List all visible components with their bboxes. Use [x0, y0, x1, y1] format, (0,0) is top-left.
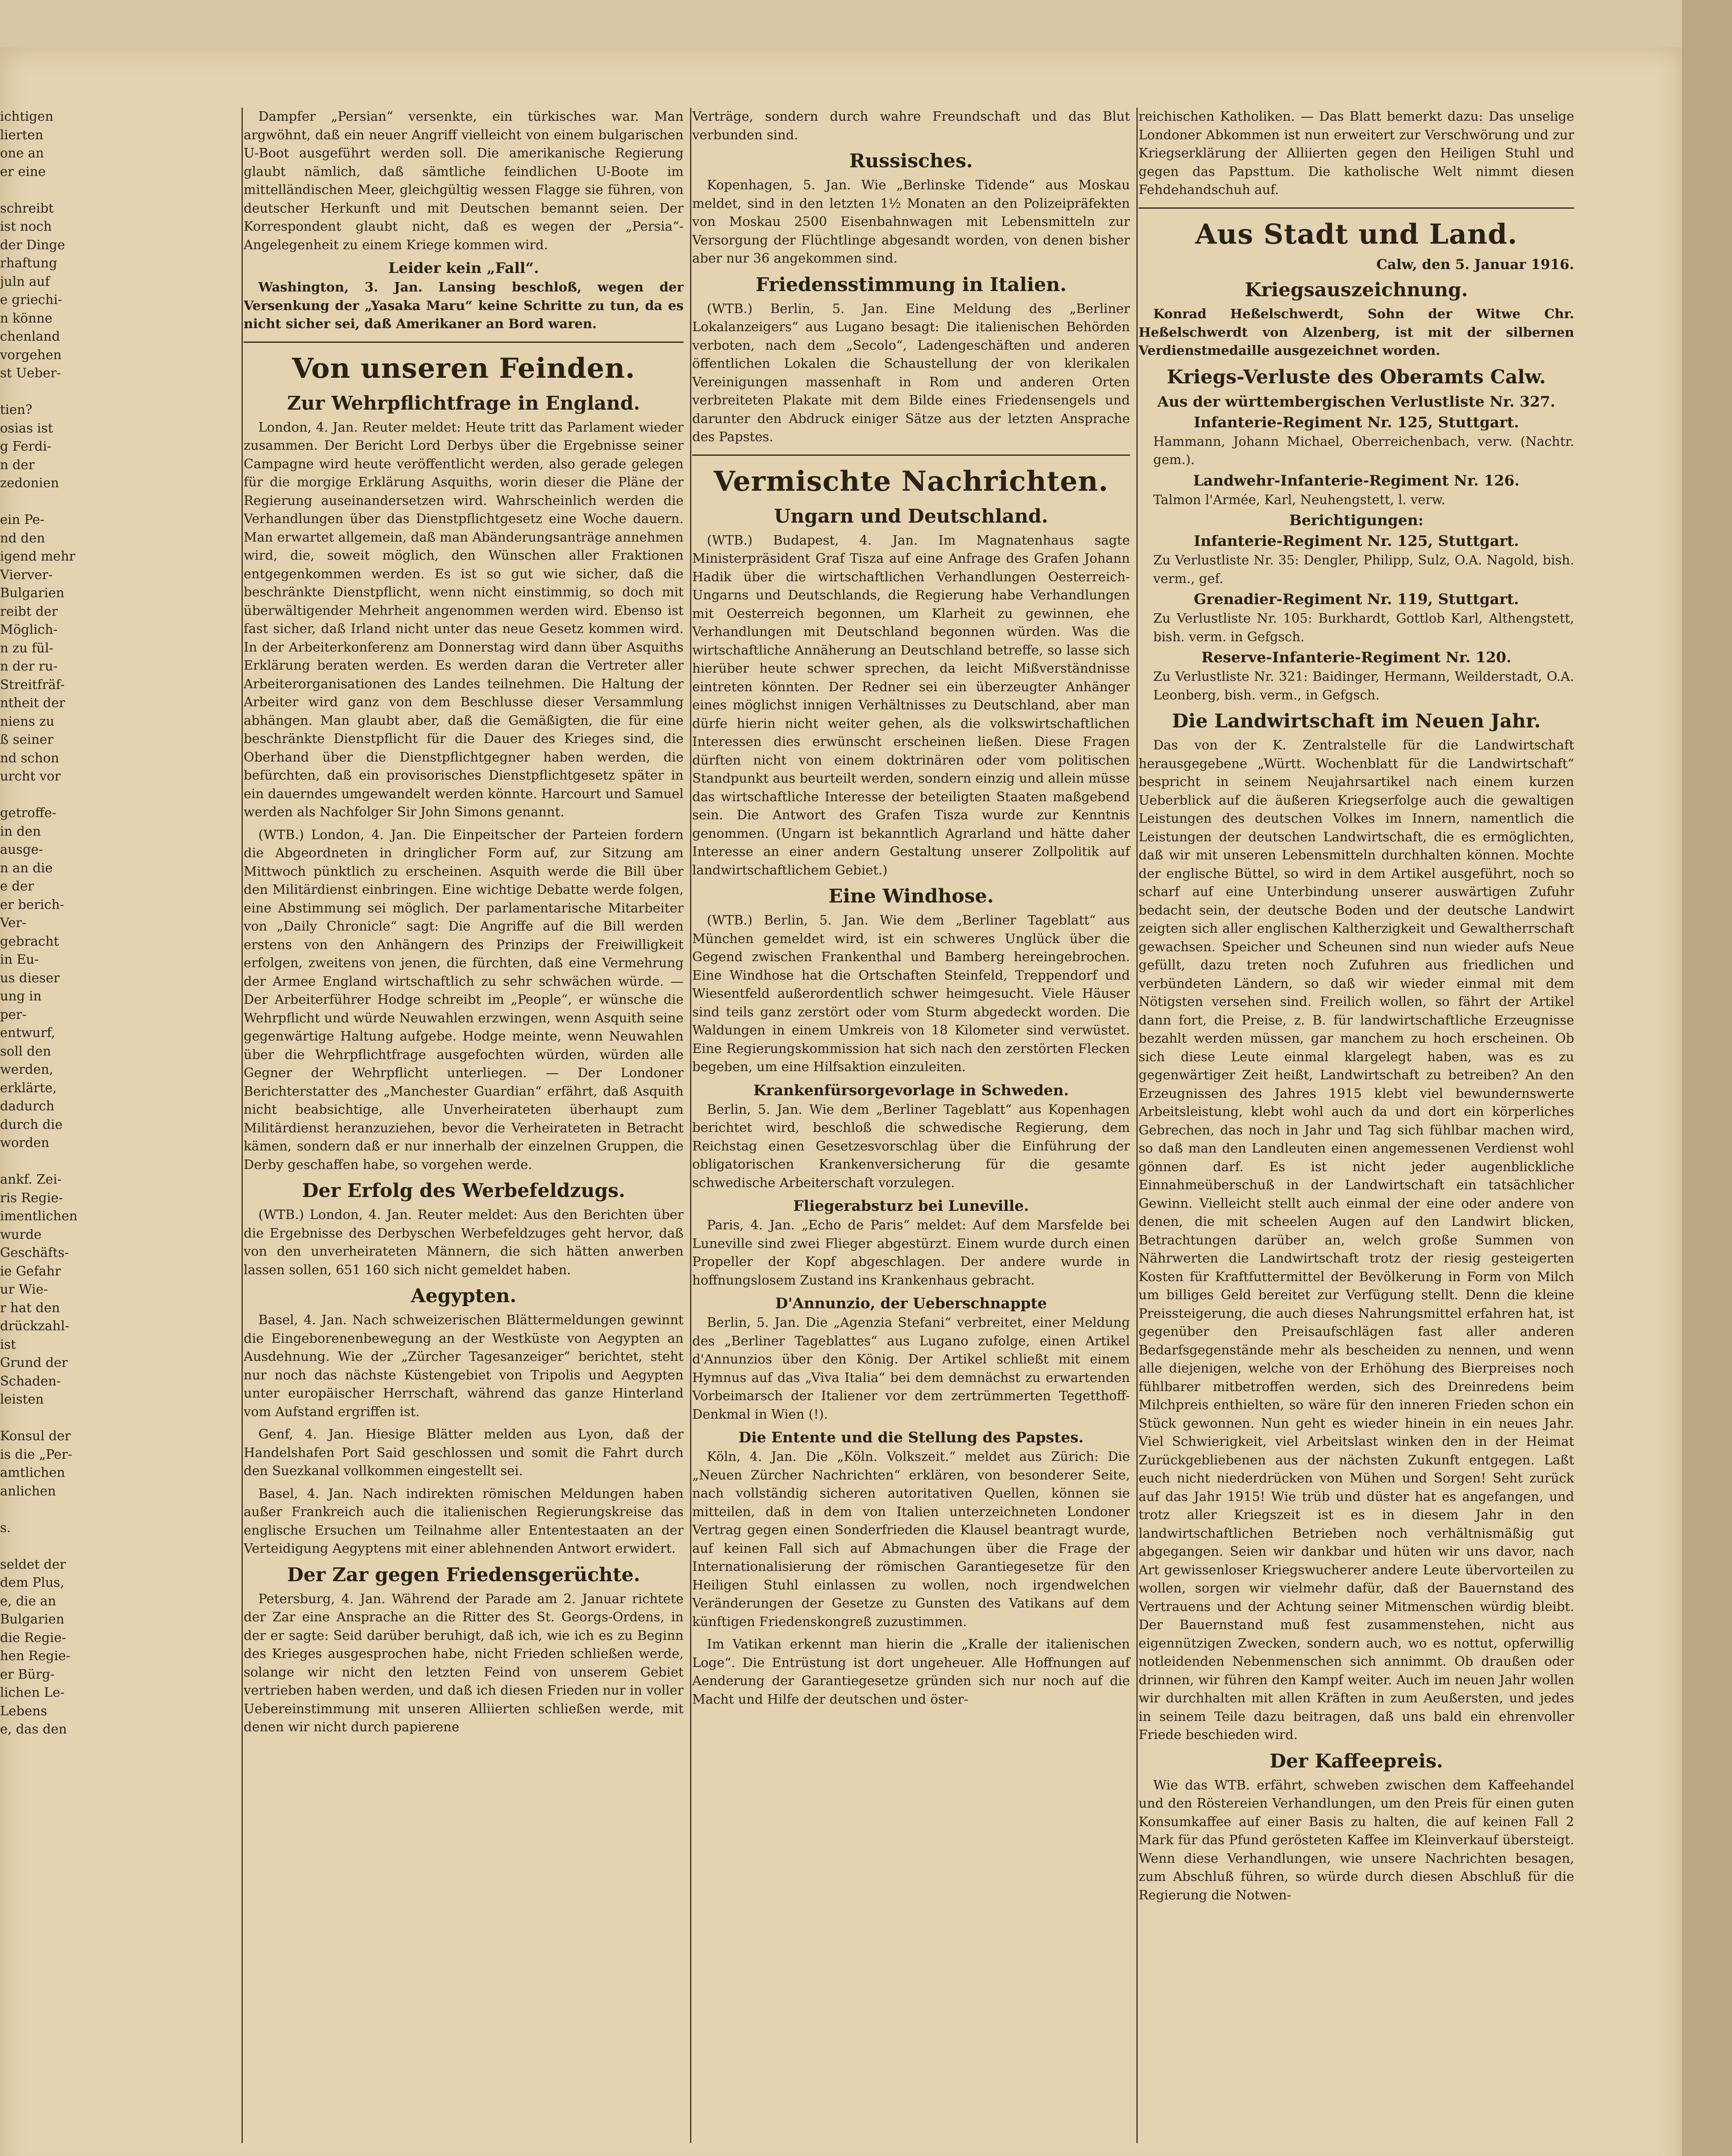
- article-text: Wie das WTB. erfährt, schweben zwischen dem Kaffeehandel und den Röstereien Verhandlungen, um den Preis für einen guten Konsumkaffee auf einer Basis zu halten, die auf keinen Fall 2 Mark für das Pfund gerösteten Kaffee im Kleinverkauf übersteigt. Wenn diese Verhandlungen, wie unsere Nachrichten besagen, zum Abschluß führen, so würde durch diesen Abschluß für die Regierung die Notwen-: [1139, 1777, 1574, 1903]
- fragment-line: durch die: [0, 1117, 63, 1132]
- fragment-line: zedonien: [0, 476, 59, 491]
- fragment-line: per-: [0, 1007, 27, 1022]
- fragment-line: die Regie-: [0, 1630, 66, 1645]
- casualty-entry: Hammann, Johann Michael, Oberreichenbach, verw. (Nachtr. gem.).: [1153, 434, 1574, 467]
- fragment-line: Lebens: [0, 1703, 47, 1719]
- fragment-line: ie Gefahr: [0, 1263, 61, 1279]
- article-heading: Die Entente und die Stellung des Papstes.: [738, 1429, 1084, 1446]
- fragment-line: drückzahl-: [0, 1319, 69, 1334]
- section-divider: [1139, 207, 1574, 209]
- regiment-title: Reserve-Infanterie-Regiment Nr. 120.: [1201, 649, 1512, 666]
- fragment-line: [0, 1153, 65, 1171]
- fragment-line: e, die an: [0, 1593, 56, 1609]
- article-text: (WTB.) Berlin, 5. Jan. Eine Meldung des „Berliner Lokalanzeigers“ aus Lugano besagt: Die italienischen Behörden verboten, nach dem „Secolo“, Ladengeschäften und anderen öffentlichen Lokalen die Schaustellung der von klerikalen Vereinigungen massenhaft in Rom und anderen Orten verbreiteten Plakate mit dem Bilde eines Friedensengels und darunter den Abdruck einiger Sätze aus der letzten Ansprache des Papstes.: [692, 301, 1130, 445]
- fragment-line: [0, 181, 65, 200]
- article-text: Berlin, 5. Jan. Die „Agenzia Stefani“ verbreitet, einer Meldung des „Berliner Tageblattes“ aus Lugano zufolge, einen Artikel d'Annunzios über den König. Der Artikel schließt mit einem Hymnus auf das „Viva Italia“ bei dem demnächst zu erwartenden Vorbeimarsch der Italiener vor dem zertrümmerten Tegetthoff-Denkmal in Wien (!).: [692, 1315, 1130, 1422]
- fragment-line: g Ferdi-: [0, 439, 51, 454]
- fragment-line: lichen Le-: [0, 1685, 65, 1700]
- fragment-line: st Ueber-: [0, 366, 61, 381]
- fragment-line: r hat den: [0, 1300, 60, 1316]
- article-continuation: reichischen Katholiken. — Das Blatt bemerkt dazu: Das unselige Londoner Abkommen ist nun erweitert zur Verschwörung und zur Kriegserklärung der Alliierten gegen den Heiligen Stuhl und gegen das Papsttum. Die katholische Welt nimmt diesen Fehdehandschuh auf.: [1139, 109, 1574, 197]
- fragment-line: chenland: [0, 329, 60, 344]
- article-text: Kopenhagen, 5. Jan. Wie „Berlinske Tidende“ aus Moskau meldet, sind in den letzten 1½ Monaten an den Polizeipräfekten von Moskau 2500 Eisenbahnwagen mit Lebensmitteln zur Versorgung der Flüchtlinge abgesandt worden, von denen bisher aber nur 36 angekommen sind.: [692, 178, 1130, 266]
- fragment-line: ntheit der: [0, 696, 65, 711]
- article-heading: Russisches.: [849, 150, 973, 172]
- fragment-line: soll den: [0, 1044, 51, 1059]
- fragment-line: [0, 1501, 65, 1519]
- fragment-line: tien?: [0, 402, 32, 417]
- column-rule: [690, 108, 691, 2143]
- column-rule: [1136, 108, 1138, 2143]
- fragment-line: Geschäfts-: [0, 1245, 69, 1260]
- fragment-line: [0, 1409, 65, 1428]
- fragment-line: getroffe-: [0, 805, 56, 821]
- article-heading: Der Kaffeepreis.: [1269, 1750, 1443, 1772]
- fragment-line: ß seiner: [0, 732, 53, 747]
- column-3: [1139, 108, 1574, 1909]
- article-heading: Friedensstimmung in Italien.: [755, 273, 1067, 296]
- fragment-line: gebracht: [0, 934, 59, 949]
- fragment-line: [0, 383, 65, 401]
- fragment-line: der Dinge: [0, 237, 65, 253]
- fragment-line: amtlichen: [0, 1465, 65, 1480]
- fragment-line: Vierver-: [0, 567, 53, 583]
- fragment-line: worden: [0, 1135, 50, 1150]
- fragment-line: Streitfräf-: [0, 677, 65, 693]
- fragment-line: one an: [0, 146, 44, 161]
- article-heading: Die Landwirtschaft im Neuen Jahr.: [1172, 710, 1541, 732]
- fragment-line: schreibt: [0, 201, 54, 216]
- fragment-line: [0, 1537, 65, 1556]
- fragment-line: juln auf: [0, 274, 50, 289]
- casualty-entry: Talmon l'Armée, Karl, Neuhengstett, l. verw.: [1153, 492, 1446, 508]
- article-text: Genf, 4. Jan. Hiesige Blätter melden aus Lyon, daß der Handelshafen Port Said geschlossen und somit die Fahrt durch den Suezkanal vollkommen eingestellt sei.: [244, 1427, 684, 1479]
- regiment-title: Grenadier-Regiment Nr. 119, Stuttgart.: [1194, 591, 1519, 608]
- article-text: Washington, 3. Jan. Lansing beschloß, wegen der Versenkung der „Yasaka Maru“ keine Schritte zu tun, da es nicht sicher sei, daß Amerikaner an Bord waren.: [244, 280, 684, 332]
- fragment-line: Schaden-: [0, 1373, 61, 1389]
- article-text: Das von der K. Zentralstelle für die Landwirtschaft herausgegebene „Württ. Wochenblatt für die Landwirtschaft“ bespricht in seinem Neujahrsartikel nach einem kurzen Ueberblick auf die äußeren Kriegserfolge auch die gewaltigen Leistungen des deutschen Volkes im Innern, namentlich die Leistungen der deutschen Landwirtschaft, die es ermöglichten, daß wir mit unseren Lebensmitteln durchhalten können. Mochte der englische Büttel, so wird in dem Artikel ausgeführt, noch so scharf auf eine Unterbindung unserer auswärtigen Zufuhr bedacht sein, der deutsche Boden und der deutsche Landwirt zeigten sich aller englischen Kaltherzigkeit und Gewaltherrschaft gewachsen. Speicher und Scheunen sind nun wieder aufs Neue gefüllt, dazu treten noch Zufuhren aus friedlichen und verbündeten Ländern, so daß wir wieder einmal mit dem Nötigsten versehen sind. Freilich wollen, so fährt der Artikel dann fort, die Preise, z. B. für landwirtschaftliche Erzeugnisse bezahlt werden müssen, gar manchem zu hoch erscheinen. Ob sich diese Leute einmal klargelegt haben, was es zu gegenwärtiger Zeit heißt, Landwirtschaft zu betreiben? An den Erzeugnissen des Jahres 1915 klebt viel bewundernswerte Arbeitsleistung, klebt wohl auch da und dort ein körperliches Gebrechen, das noch in Jahr und Tag sich fühlbar machen wird, so daß man den Landleuten einen angemessenen Verdienst wohl gönnen darf. Es ist nicht jeder augenblickliche Einnahmeüberschuß in der Landwirtschaft ein tatsächlicher Gewinn. Vielleicht stellt auch einmal der eine oder andere von denen, die mit scheelen Augen auf den Landwirt blicken, Betrachtungen darüber an, welch große Summen von Nährwerten die Landwirtschaft trotz der riesig gesteigerten Kosten für Kraftfuttermittel der Bevölkerung in Form von Milch um billiges Geld bereitet zur Verfügung stellt. Denn die kleine Preissteigerung, die auch dieses Nahrungsmittel erfahren hat, ist gegenüber den Preisaufschlägen fast aller anderen Bedarfsgegenstände mehr als bescheiden zu nennen, und wenn alle diejenigen, welche von der Erhöhung des Bierpreises noch fühlbarer mitbetroffen werden, sich des Dreinredens beim Milchpreis enthielten, so wäre für den inneren Frieden schon ein Stück gewonnen. Nun geht es wieder hinein in ein neues Jahr. Viel Schwierigkeit, viel Arbeitslast winken den in der Heimat Zurückgebliebenen aus der nächsten Zukunft entgegen. Laßt euch nicht niederdrücken von Mühen und Sorgen! Seht zurück auf das Jahr 1915! Wie trüb und düster hat es angefangen, und trotz aller Kriegszeit ist es in diesem Jahr in den landwirtschaftlichen Betrieben noch verhältnismäßig gut abgegangen. Seien wir dankbar und hüten wir uns davor, nach Art gewissenloser Kriegswucherer andere Leute übervorteilen zu wollen, sorgen wir vielmehr dafür, daß der Bauernstand des Vertrauens und der Achtung seiner Mitmenschen würdig bleibt. Der Bauernstand muß fest zusammenstehen, nicht aus eigennützigen Zwecken, sondern auch, wo es nottut, opferwillig notleidenden Nebenmenschen sich annimmt. Ob draußen oder drinnen, wir führen den Kampf weiter. Auch im neuen Jahr wollen wir durchhalten mit allen Kräften in zum Aeußersten, und jedes in seinem Teile dazu beitragen, daß uns bald ein ehrenvoller Friede beschieden wird.: [1139, 738, 1574, 1742]
- fragment-line: Möglich-: [0, 622, 58, 637]
- fragment-line: [0, 493, 65, 511]
- fragment-line: niens zu: [0, 714, 55, 729]
- fragment-line: er berich-: [0, 897, 64, 912]
- fragment-line: ichtigen: [0, 109, 53, 124]
- fragment-line: wurde: [0, 1227, 42, 1242]
- column-2: [692, 108, 1130, 1713]
- fragment-line: n könne: [0, 310, 53, 326]
- fragment-line: ist noch: [0, 219, 52, 234]
- article-text: Konrad Heßelschwerdt, Sohn der Witwe Chr. Heßelschwerdt von Alzenberg, ist mit der silbernen Verdienstmedaille ausgezeichnet worden.: [1139, 307, 1574, 358]
- fragment-line: er eine: [0, 164, 46, 179]
- fragment-line: ist: [0, 1337, 16, 1352]
- section-heading: Von unseren Feinden.: [292, 352, 636, 385]
- fragment-line: ris Regie-: [0, 1190, 63, 1206]
- article-text: (WTB.) London, 4. Jan. Die Einpeitscher der Parteien fordern die Abgeordneten in dringlicher Form auf, zur Sitzung am Mittwoch pünktlich zu erscheinen. Asquith werde die Bill über den Militärdienst einbringen. Eine wichtige Debatte werde folgen, eine Abstimmung sei möglich. Der parlamentarische Mitarbeiter von „Daily Chronicle“ sagt: Die Angriffe auf die Bill werden erstens von den Anhängern des Prinzips der Freiwilligkeit erfolgen, zweitens von jenen, die fürchten, daß eine Vermehrung der Armee England wirtschaftlich zu sehr schwächen würde. — Der Arbeiterführer Hodge schreibt im „People“, er wünsche die Wehrpflicht und würde Neuwahlen erzwingen, wenn Asquith seine gegenwärtige Haltung aufgebe. Hodge meinte, wenn Neuwahlen über die Wehrpflichtfrage ausgefochten würden, würden alle Gegner der Wehrpflicht unterliegen. — Der Londoner Berichterstatter des „Manchester Guardian“ erfährt, daß Asquith nicht beabsichtige, alle Unverheirateten überhaupt zum Militärdienst heranzuziehen, bevor die Verheirateten in Betracht kämen, sondern daß er nur innerhalb der einzelnen Gruppen, die Derby geschaffen habe, so vorgehen werde.: [244, 827, 684, 1172]
- article-heading: Zur Wehrpflichtfrage in England.: [287, 392, 640, 414]
- fragment-line: in den: [0, 824, 41, 839]
- fragment-line: imentlichen: [0, 1209, 78, 1224]
- article-heading: Kriegs-Verluste des Oberamts Calw.: [1167, 366, 1546, 388]
- fragment-line: werden,: [0, 1062, 53, 1077]
- section-divider: [244, 342, 684, 343]
- casualty-entry: Zu Verlustliste Nr. 105: Burkhardt, Gottlob Karl, Althengstett, bish. verm. in Gefgsch.: [1153, 611, 1574, 645]
- regiment-title: Infanterie-Regiment Nr. 125, Stuttgart.: [1193, 414, 1519, 431]
- corrections-title: Berichtigungen:: [1289, 512, 1424, 529]
- article-text: (WTB.) Budapest, 4. Jan. Im Magnatenhaus sagte Ministerpräsident Graf Tisza auf eine Anfrage des Grafen Johann Hadik über die wirtschaftlichen Verhandlungen Oesterreich-Ungarns und Deutschlands, die Regierung habe Verhandlungen mit Oesterreich begonnen, um Klarheit zu gewinnen, ehe Verhandlungen mit Deutschland begonnen würden. Was die wirtschaftliche Annäherung an Deutschland betreffe, so lasse sich hierüber heute schwer sprechen, da leicht Mißverständnisse eintreten könnten. Der Redner sei ein überzeugter Anhänger eines möglichst innigen Verhältnisses zu Deutschland, aber man dürfe hierin nicht weiter gehen, als die volkswirtschaftlichen Interessen dies erwünscht erscheinen ließen. Diese Fragen dürften nicht von einem doktrinären oder vom politischen Standpunkt aus beurteilt werden, sondern einzig und allein müsse das wirtschaftliche Interesse der beteiligten Staaten maßgebend sein. Die Antwort des Grafen Tisza wurde zur Kenntnis genommen. (Ungarn ist bekanntlich Agrarland und hätte daher Interesse an einer andern Gestaltung unserer Zollpolitik auf landwirtschaftlichem Gebiet.): [692, 533, 1130, 878]
- fragment-line: leisten: [0, 1392, 44, 1407]
- fragment-line: urcht vor: [0, 769, 61, 784]
- fragment-line: Grund der: [0, 1355, 68, 1370]
- fragment-line: er Bürg-: [0, 1667, 55, 1682]
- fragment-line: n an die: [0, 860, 53, 876]
- article-subheading: Aus der württembergischen Verlustliste Nr. 327.: [1157, 393, 1556, 411]
- article-heading: Der Zar gegen Friedensgerüchte.: [287, 1564, 640, 1586]
- section-divider: [692, 454, 1130, 456]
- article-heading: Kriegsauszeichnung.: [1245, 279, 1468, 301]
- fragment-line: igend mehr: [0, 549, 75, 564]
- article-text: (WTB.) Berlin, 5. Jan. Wie dem „Berliner Tageblatt“ aus München gemeldet wird, ist ein schweres Unglück über die Gegend zwischen Frankenthal und Bamberg hereingebrochen. Eine Windhose hat die Ortschaften Steinfeld, Treppendorf und Wiesentfeld außerordentlich schwer heimgesucht. Viele Häuser sind teils ganz zerstört oder vom Sturm abgedeckt worden. Die Waldungen in einem Umkreis von 18 Kilometer sind verwüstet. Eine Regierungskommission hat sich nach den zerstörten Flecken begeben, um eine Hilfsaktion einzuleiten.: [692, 913, 1130, 1075]
- fragment-line: ausge-: [0, 842, 43, 857]
- fragment-line: Bulgarien: [0, 1612, 65, 1627]
- article-heading: Eine Windhose.: [828, 885, 994, 907]
- page-edge: [1682, 0, 1732, 2156]
- fragment-line: Konsul der: [0, 1429, 71, 1444]
- fragment-line: lierten: [0, 127, 44, 143]
- fragment-line: dadurch: [0, 1099, 55, 1114]
- regiment-title: Infanterie-Regiment Nr. 125, Stuttgart.: [1193, 533, 1519, 550]
- section-heading: Vermischte Nachrichten.: [713, 465, 1109, 498]
- fragment-line: nd schon: [0, 750, 59, 766]
- article-heading: Krankenfürsorgevorlage in Schweden.: [753, 1081, 1069, 1099]
- fragment-line: ein Pe-: [0, 512, 44, 527]
- fragment-line: hen Regie-: [0, 1648, 70, 1664]
- article-text: Berlin, 5. Jan. Wie dem „Berliner Tageblatt“ aus Kopenhagen berichtet wird, beschloß die schwedische Regierung, dem Reichstag einen Gesetzesvorschlag über die Einführung der obligatorischen Krankenversicherung für die gesamte schwedische Arbeiterschaft vorzulegen.: [692, 1102, 1130, 1191]
- article-heading: Ungarn und Deutschland.: [774, 505, 1048, 527]
- cut-off-left-column: [0, 108, 78, 1739]
- fragment-line: anlichen: [0, 1483, 56, 1499]
- article-text: Basel, 4. Jan. Nach schweizerischen Blättermeldungen gewinnt die Eingeborenenbewegung an der Westküste von Aegypten an Ausdehnung. Wie der „Zürcher Tagesanzeiger“ berichtet, steht nur noch das nächste Küstengebiet von Tripolis und Aegypten unter europäischer Herrschaft, während das ganze Hinterland vom Aufstand ergriffen ist.: [244, 1313, 684, 1420]
- fragment-line: us dieser: [0, 970, 60, 986]
- article-heading: Fliegerabsturz bei Luneville.: [793, 1197, 1029, 1215]
- dateline: Calw, den 5. Januar 1916.: [1376, 256, 1574, 273]
- fragment-line: Ver-: [0, 915, 27, 931]
- article-text: Basel, 4. Jan. Nach indirekten römischen Meldungen haben außer Frankreich auch die italienischen Regierungskreise das englische Ersuchen um Teilnahme aller Ententestaaten an der Verteidigung Aegyptens mit einer ablehnenden Antwort erwidert.: [244, 1486, 684, 1556]
- fragment-line: entwurf,: [0, 1025, 56, 1040]
- fragment-line: n der ru-: [0, 659, 58, 674]
- article-continuation: Dampfer „Persian“ versenkte, ein türkisches war. Man argwöhnt, daß ein neuer Angriff vielleicht von einem bulgarischen U-Boot ausgeführt werden soll. Die amerikanische Regierung glaubt nämlich, daß sämtliche feindlichen U-Boote im mittelländischen Meer, gleichgültig wessen Flagge sie führen, von deutscher Herkunft und mit Deutschen bemannt seien. Der Korrespondent glaubt nicht, daß es wegen der „Persia“-Angelegenheit zu einem Kriege kommen wird.: [244, 109, 684, 253]
- fragment-line: in Eu-: [0, 952, 39, 967]
- fragment-line: ur Wie-: [0, 1282, 48, 1297]
- casualty-entry: Zu Verlustliste Nr. 321: Baidinger, Hermann, Weilderstadt, O.A. Leonberg, bish. verm., in Gefgsch.: [1153, 669, 1574, 703]
- fragment-line: e, das den: [0, 1722, 67, 1737]
- fragment-line: osias ist: [0, 420, 53, 436]
- article-text: (WTB.) London, 4. Jan. Reuter meldet: Aus den Berichten über die Ergebnisse des Derbyschen Werbefeldzuges geht hervor, daß von den unverheirateten Männern, die sich hätten anwerben lassen sollen, 651 160 sich nicht gemeldet haben.: [244, 1207, 684, 1278]
- fragment-line: n der: [0, 457, 35, 473]
- article-heading: Aegypten.: [411, 1285, 517, 1307]
- fragment-line: is die „Per-: [0, 1447, 72, 1462]
- article-heading: Leider kein „Fall“.: [388, 260, 539, 277]
- fragment-line: vorgehen: [0, 347, 62, 363]
- fragment-line: seldet der: [0, 1557, 66, 1572]
- fragment-line: reibt der: [0, 604, 58, 619]
- fragment-line: nd den: [0, 530, 45, 546]
- fragment-line: ung in: [0, 989, 42, 1004]
- column-rule: [242, 108, 243, 2143]
- fragment-line: e griechi-: [0, 292, 63, 307]
- article-continuation: Verträge, sondern durch wahre Freundschaft und das Blut verbunden sind.: [692, 109, 1130, 143]
- article-heading: Der Erfolg des Werbefeldzugs.: [302, 1180, 625, 1202]
- column-1: [244, 108, 684, 1741]
- fragment-line: dem Plus,: [0, 1575, 64, 1590]
- fragment-line: s.: [0, 1520, 11, 1536]
- fragment-line: ankf. Zei-: [0, 1172, 62, 1187]
- fragment-line: Bulgarien: [0, 586, 65, 601]
- fragment-line: erklärte,: [0, 1080, 57, 1096]
- article-text: Paris, 4. Jan. „Echo de Paris“ meldet: Auf dem Marsfelde bei Luneville sind zwei Flieger abgestürzt. Einem wurde durch einen Propeller der Kopf abgeschlagen. Der andere wurde in hoffnungslosem Zustand ins Krankenhaus gebracht.: [692, 1218, 1130, 1288]
- article-text: London, 4. Jan. Reuter meldet: Heute tritt das Parlament wieder zusammen. Der Bericht Lord Derbys über die Ergebnisse seiner Campagne wird heute veröffentlicht werden, also gerade gelegen für die morgige Erklärung Asquiths, worin dieser die Pläne der Regierung auseinandersetzen wird. Wahrscheinlich werden die Verhandlungen über das Dienstpflichtgesetz eine Woche dauern. Man erwartet allgemein, daß man Abänderungsanträge annehmen wird, die, soweit möglich, den Wünschen aller Fraktionen entgegenkommen werden. Es ist so gut wie sicher, daß die beschränkte Dienstpflicht, wenn nicht einstimmig, so doch mit überwältigender Mehrheit angenommen werden wird. Ebenso ist fast sicher, daß Irland nicht unter das neue Gesetz kommen wird. In der Arbeiterkonferenz am Donnerstag wird dann über Asquiths Erklärung beraten werden. Es werden daran die Vertreter aller Arbeiterorganisationen des Landes teilnehmen. Die Haltung der Arbeiter wird ganz von dem Beschlusse dieser Versammlung abhängen. Man glaubt aber, daß die Gemäßigten, die für eine beschränkte Dienstpflicht für die Dauer des Krieges sind, die Oberhand über die Dienstpflichtgegner haben werden, die befürchten, daß ein provisorisches Dienstpflichtgesetz später in ein dauerndes umgewandelt werden könnte. Harcourt und Samuel werden als Nachfolger Sir John Simons genannt.: [244, 420, 684, 820]
- article-text: Köln, 4. Jan. Die „Köln. Volkszeit.“ meldet aus Zürich: Die „Neuen Zürcher Nachrichten“ erklären, von besonderer Seite, nach vollständig sicheren autoritativen Quellen, können sie mitteilen, daß in dem von Italien unterzeichneten Londoner Vertrag gegen einen Sonderfrieden die Klausel beantragt wurde, auf keinen Fall sich auf Abmachungen über die Frage der Internationalisierung der römischen Garantiegesetze für den Heiligen Stuhl einlassen zu wollen, noch irgendwelchen Veränderungen der Gesetze zu Gunsten des Vatikans auf dem künftigen Friedenskongreß zuzustimmen.: [692, 1449, 1130, 1630]
- article-text: Im Vatikan erkennt man hierin die „Kralle der italienischen Loge“. Die Entrüstung ist dort ungeheuer. Alle Hoffnungen auf Aenderung der Garantiegesetze gründen sich nur noch auf die Macht und Hilfe der deutschen und öster-: [692, 1637, 1130, 1707]
- regiment-title: Landwehr-Infanterie-Regiment Nr. 126.: [1193, 472, 1520, 489]
- fragment-line: rhaftung: [0, 256, 57, 271]
- fragment-line: e der: [0, 879, 34, 894]
- casualty-entry: Zu Verlustliste Nr. 35: Dengler, Philipp, Sulz, O.A. Nagold, bish. verm., gef.: [1153, 553, 1574, 586]
- article-text: Petersburg, 4. Jan. Während der Parade am 2. Januar richtete der Zar eine Ansprache an die Ritter des St. Georgs-Ordens, in der er sagte: Seid darüber beruhigt, daß ich, wie ich es zu Beginn des Krieges ausgesprochen habe, nicht Frieden schließen werde, solange wir nicht den letzten Feind von unserem Gebiet vertrieben haben werden, und daß ich diesen Frieden nur in voller Uebereinstimmung mit unseren Alliierten schließen werde, mit denen wir nicht durch papierene: [244, 1591, 684, 1735]
- fragment-line: [0, 786, 65, 805]
- article-heading: D'Annunzio, der Ueberschnappte: [775, 1295, 1047, 1312]
- section-heading: Aus Stadt und Land.: [1195, 218, 1518, 251]
- fragment-line: n zu fül-: [0, 640, 53, 656]
